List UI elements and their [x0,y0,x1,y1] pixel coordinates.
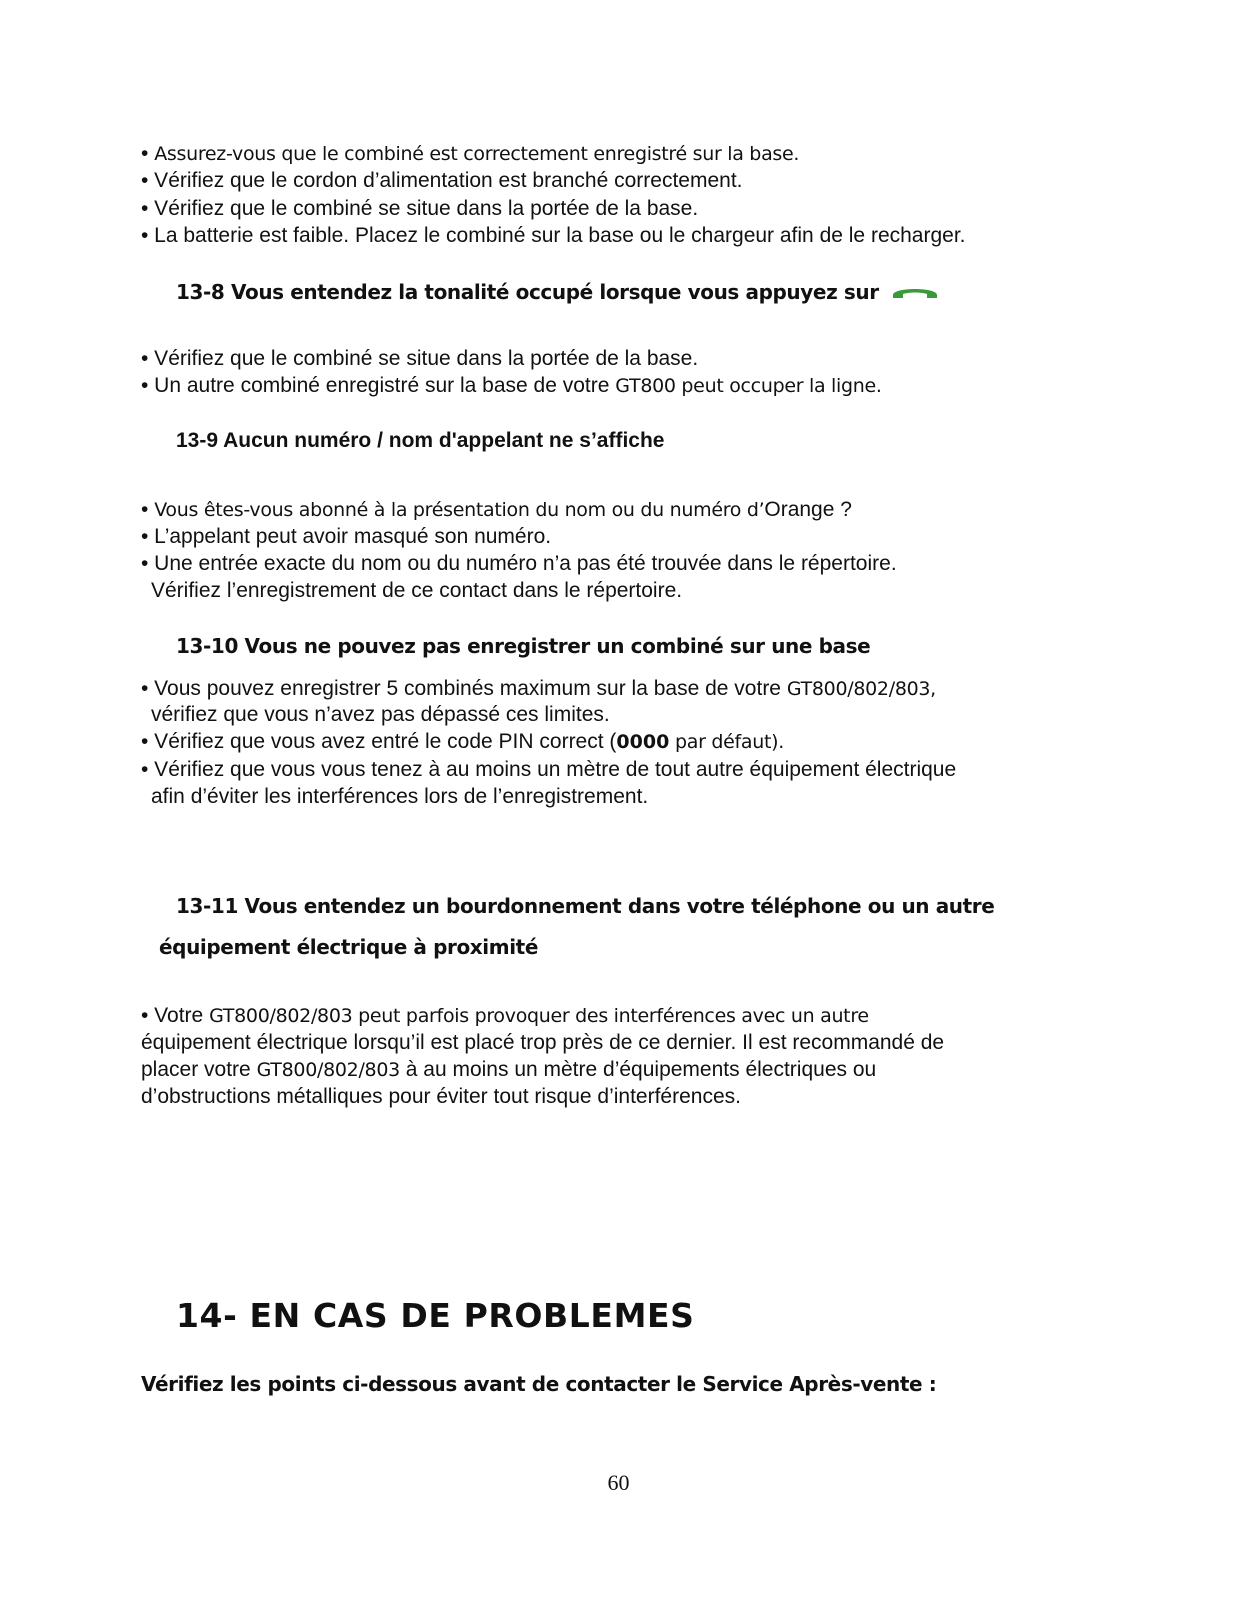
heading-13-11-line2: équipement électrique à proximité [159,935,538,959]
bullet-range: • Vérifiez que le combiné se situe dans la portée de la base. [141,197,699,220]
bullet-no-match-cont: Vérifiez l’enregistrement de ce contact dans le répertoire. [151,579,683,602]
para-interference-2: équipement électrique lorsqu’il est placé trop près de ce dernier. Il est recommandé de [141,1031,945,1054]
bullet-max-handsets: • Vous pouvez enregistrer 5 combinés maximum sur la base de votre GT800/802/803, [141,677,936,700]
section-14-title: 14- EN CAS DE PROBLEMES [176,1296,695,1335]
para-interference-1: • Votre GT800/802/803 peut parfois provoquer des interférences avec un autre [141,1004,869,1027]
page-number: 60 [607,1470,630,1495]
bullet-masked-number: • L’appelant peut avoir masqué son numéro. [141,525,552,548]
bullet-distance-cont: afin d’éviter les interférences lors de l’enregistrement. [151,785,649,808]
bullet-other-handset: • Un autre combiné enregistré sur la base de votre GT800 peut occuper la ligne. [141,374,882,397]
bullet-pin-code: • Vérifiez que vous avez entré le code PIN correct (0000 par défaut). [141,730,785,753]
heading-13-10: 13-10 Vous ne pouvez pas enregistrer un combiné sur une base [176,634,871,658]
bullet-max-handsets-cont: vérifiez que vous n’avez pas dépassé ces limites. [151,703,610,726]
heading-13-11-line1: 13-11 Vous entendez un bourdonnement dans votre téléphone ou un autre [176,894,995,918]
phone-call-icon [891,281,939,307]
bullet-distance: • Vérifiez que vous vous tenez à au moins un mètre de tout autre équipement électrique [141,758,957,781]
bullet-no-match: • Une entrée exacte du nom ou du numéro n’a pas été trouvée dans le répertoire. [141,552,897,575]
bullet-power-cord: • Vérifiez que le cordon d’alimentation est branché correctement. [141,169,743,192]
bullet-subscription: • Vous êtes-vous abonné à la présentation du nom ou du numéro d’Orange ? [141,498,852,521]
para-interference-4: d’obstructions métalliques pour éviter tout risque d’interférences. [141,1085,741,1108]
para-interference-3: placer votre GT800/802/803 à au moins un mètre d’équipements électriques ou [141,1058,877,1081]
heading-13-8: 13-8 Vous entendez la tonalité occupé lorsque vous appuyez sur [176,279,939,307]
section-14-intro: Vérifiez les points ci-dessous avant de contacter le Service Après-vente : [141,1372,937,1396]
bullet-handset-registered: • Assurez-vous que le combiné est correctement enregistré sur la base. [141,142,800,165]
bullet-battery-low: • La batterie est faible. Placez le combiné sur la base ou le chargeur afin de le recharger. [141,224,966,247]
heading-13-9: 13-9 Aucun numéro / nom d'appelant ne s’affiche [176,429,665,452]
bullet-range-2: • Vérifiez que le combiné se situe dans la portée de la base. [141,347,699,370]
